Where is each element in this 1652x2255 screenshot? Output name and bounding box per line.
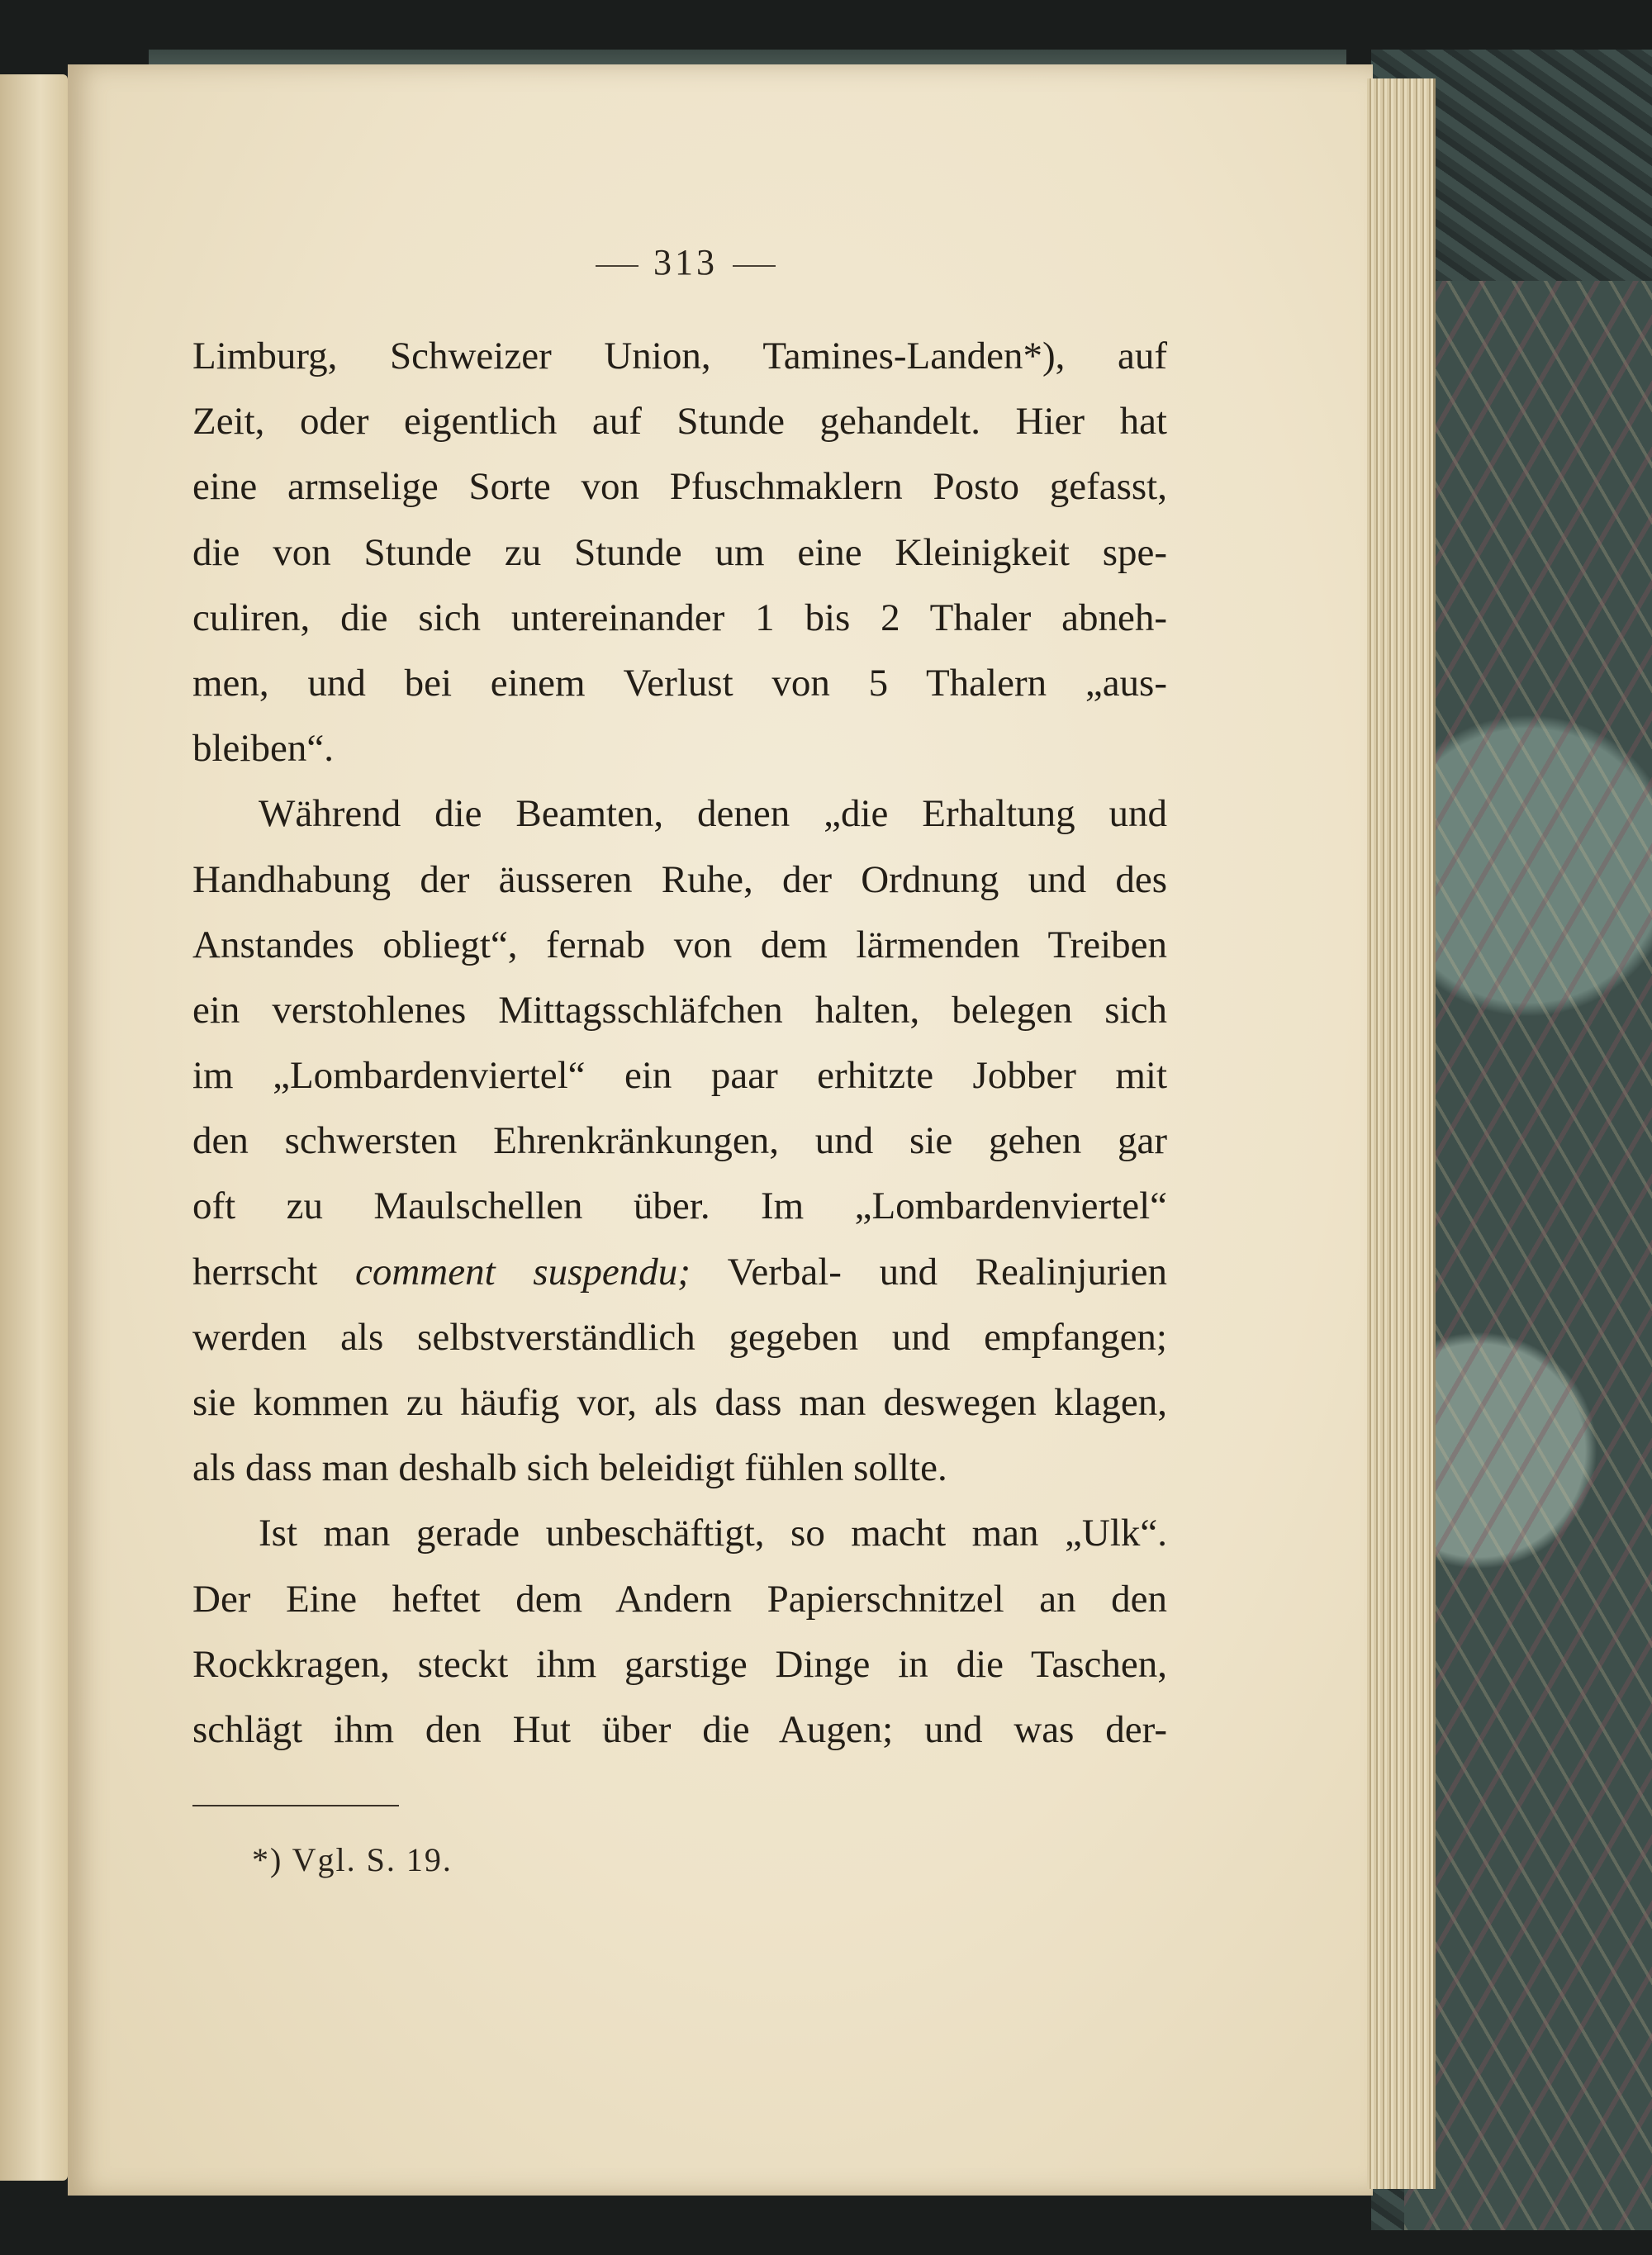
folio-dash-right: [733, 265, 776, 267]
page-number-text: 313: [653, 242, 718, 282]
facing-page-edge: [0, 74, 68, 2181]
text-line: culiren, die sich untereinander 1 bis 2 Thaler abneh-: [192, 596, 1167, 639]
text-line: den schwersten Ehrenkränkungen, und sie gehen gar: [192, 1119, 1167, 1163]
text-line: Während die Beamten, denen „die Erhaltung und: [259, 792, 1167, 836]
text-line: werden als selbstverständlich gegeben und empfangen;: [192, 1315, 1167, 1359]
text-line: Zeit, oder eigentlich auf Stunde gehandelt. Hier hat: [192, 400, 1167, 444]
text-line: men, und bei einem Verlust von 5 Thalern „aus-: [192, 661, 1167, 705]
footnote: *) Vgl. S. 19.: [252, 1841, 453, 1878]
text-line: eine armselige Sorte von Pfuschmaklern Posto gefasst,: [192, 465, 1167, 509]
text-line: im „Lombardenviertel“ ein paar erhitzte Jobber mit: [192, 1054, 1167, 1098]
folio-dash-left: [596, 265, 638, 267]
text-line: sie kommen zu häufig vor, als dass man deswegen klagen,: [192, 1381, 1167, 1424]
text-line: ein verstohlenes Mittagsschläfchen halten, belegen sich: [192, 988, 1167, 1032]
text-line: oft zu Maulschellen über. Im „Lombardenviertel“: [192, 1184, 1167, 1228]
text-line: als dass man deshalb sich beleidigt fühlen sollte.: [192, 1446, 947, 1490]
page-stack-edges: [1367, 78, 1436, 2189]
text-line: bleiben“.: [192, 727, 334, 771]
text-line: Handhabung der äusseren Ruhe, der Ordnung und des: [192, 857, 1167, 901]
body-text: [192, 324, 1167, 1763]
text-line: Ist man gerade unbeschäftigt, so macht man „Ulk“.: [259, 1512, 1167, 1555]
footnote-rule: [192, 1805, 399, 1806]
marbled-endpaper: [1404, 281, 1652, 2230]
italic-phrase: comment suspendu;: [355, 1250, 691, 1294]
text-line-mixed: [192, 1240, 1167, 1305]
text-segment: Verbal- und Realinjurien: [690, 1250, 1168, 1294]
page-number: [562, 241, 809, 283]
text-segment: herrscht: [192, 1250, 355, 1294]
text-line: schlägt ihm den Hut über die Augen; und was der-: [192, 1707, 1167, 1751]
text-line: Anstandes obliegt“, fernab von dem lärmenden Treiben: [192, 923, 1167, 966]
text-line: die von Stunde zu Stunde um eine Kleinigkeit spe-: [192, 530, 1167, 574]
text-line: Limburg, Schweizer Union, Tamines-Landen*), auf: [192, 335, 1167, 377]
text-line: Rockkragen, steckt ihm garstige Dinge in die Taschen,: [192, 1642, 1167, 1686]
text-line: Der Eine heftet dem Andern Papierschnitzel an den: [192, 1577, 1167, 1621]
